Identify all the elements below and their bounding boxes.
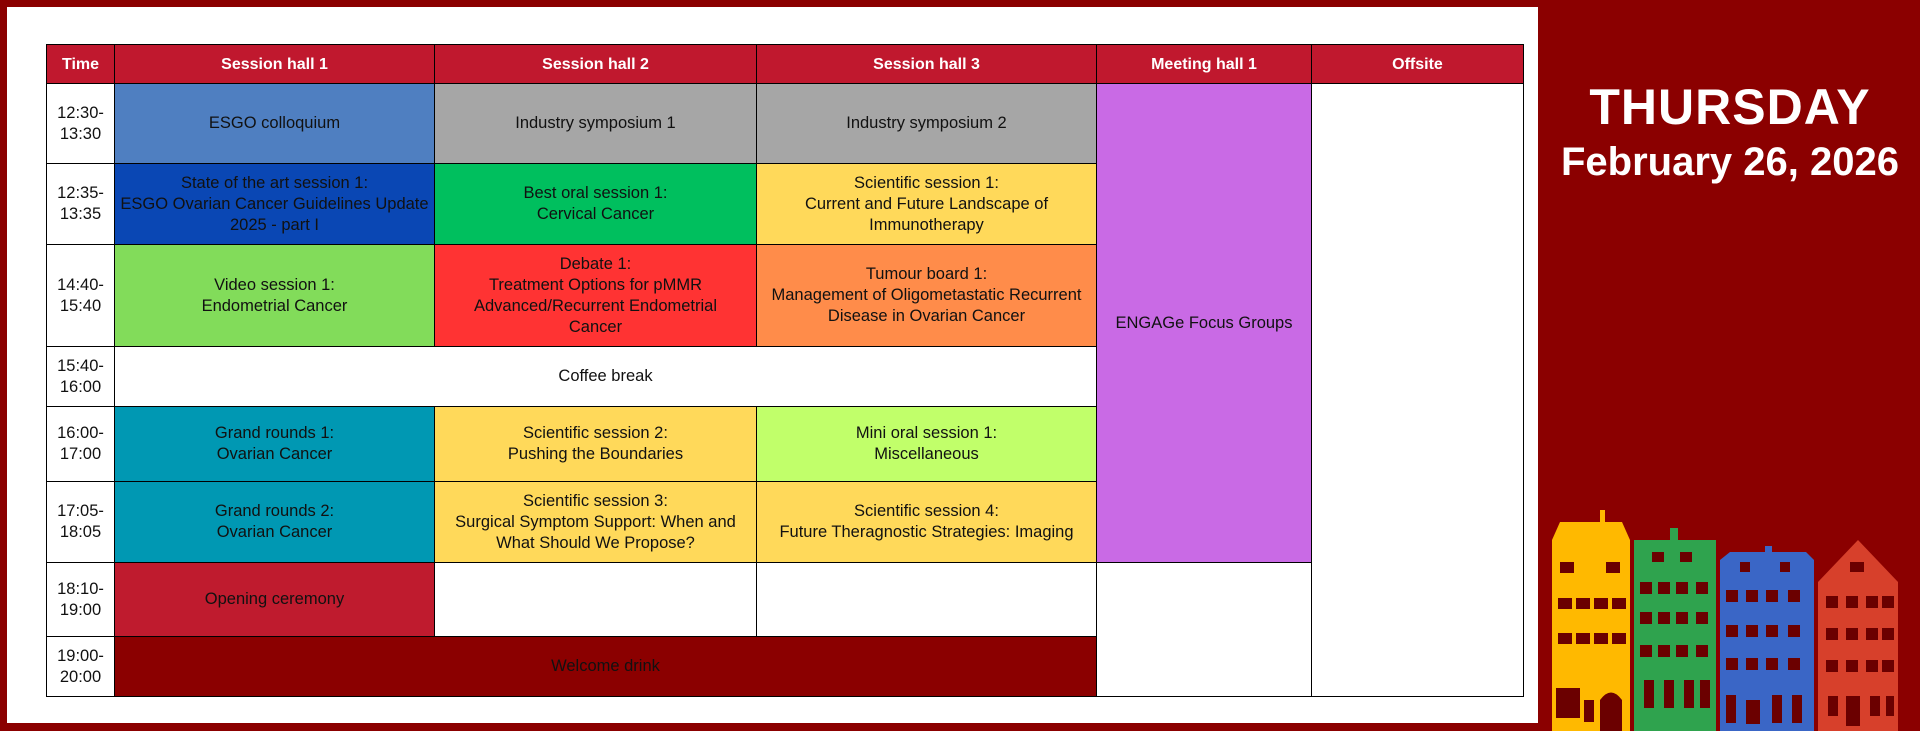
session-engage-focus-groups[interactable]	[1097, 84, 1312, 563]
session-title: Mini oral session 1:	[855, 424, 998, 442]
session-subtitle: Current and Future Landscape of	[804, 194, 1049, 213]
session-subtitle: Pushing the Boundaries	[507, 445, 684, 463]
session-title: Tumour board 1:	[865, 265, 988, 283]
session-debate-1[interactable]	[435, 245, 757, 347]
day-title: THURSDAY	[1589, 79, 1871, 135]
session-subtitle: Ovarian Cancer	[216, 523, 333, 541]
red-house-icon	[1818, 540, 1898, 731]
session-scientific-2[interactable]	[435, 407, 757, 482]
empty-cell	[435, 563, 757, 637]
session-subtitle: Miscellaneous	[874, 445, 979, 463]
session-scientific-3[interactable]	[435, 482, 757, 563]
session-title: Debate 1:	[559, 254, 632, 273]
session-title: State of the art session 1:	[180, 173, 369, 192]
session-title: Scientific session 4:	[854, 502, 999, 520]
offsite-column	[1312, 84, 1524, 697]
time-end: 18:05	[59, 523, 102, 541]
time-start: 19:00-	[57, 646, 104, 665]
session-subtitle: Advanced/Recurrent Endometrial	[473, 296, 718, 315]
time-slot	[47, 347, 115, 407]
yellow-house-icon	[1552, 510, 1630, 731]
session-grand-rounds-1[interactable]	[115, 407, 435, 482]
time-slot	[47, 637, 115, 697]
session-mini-oral-1[interactable]	[757, 407, 1097, 482]
time-end: 20:00	[59, 667, 102, 686]
time-end: 13:30	[59, 124, 102, 143]
schedule-panel	[7, 7, 1538, 723]
green-house-icon	[1634, 528, 1716, 731]
session-subtitle: ESGO Ovarian Cancer Guidelines Update	[120, 194, 429, 213]
session-subtitle: Treatment Options for pMMR	[488, 275, 703, 294]
time-start: 18:10-	[57, 579, 104, 598]
time-slot	[47, 407, 115, 482]
session-esgo-colloquium[interactable]	[115, 84, 435, 164]
session-title: Scientific session 1:	[854, 173, 999, 192]
session-scientific-1[interactable]	[757, 164, 1097, 245]
schedule-table	[46, 44, 1524, 697]
session-subtitle: Immunotherapy	[869, 215, 984, 234]
time-start: 14:40-	[57, 275, 104, 294]
session-grand-rounds-2[interactable]	[115, 482, 435, 563]
time-start: 17:05-	[57, 502, 104, 520]
session-title: Grand rounds 1:	[214, 424, 335, 442]
session-title: Industry symposium 1	[515, 114, 676, 132]
session-title: Grand rounds 2:	[214, 502, 335, 520]
table-row	[47, 84, 1524, 164]
session-subtitle: Disease in Ovarian Cancer	[827, 307, 1026, 325]
time-slot	[47, 164, 115, 245]
session-welcome-drink[interactable]	[115, 637, 1097, 697]
session-title: Video session 1:	[214, 275, 335, 294]
col-header-meeting-hall-1: Meeting hall 1	[1097, 45, 1312, 84]
session-title: Scientific session 2:	[523, 424, 668, 442]
session-title: Best oral session 1:	[523, 184, 668, 202]
time-end: 15:40	[59, 296, 102, 315]
session-subtitle: Cervical Cancer	[536, 205, 655, 223]
session-title: ENGAGe Focus Groups	[1115, 313, 1293, 332]
col-header-time: Time	[47, 45, 115, 84]
col-header-session-hall-2: Session hall 2	[435, 45, 757, 84]
session-subtitle: Ovarian Cancer	[216, 445, 333, 463]
session-subtitle: 2025 - part I	[230, 215, 319, 234]
col-header-session-hall-3: Session hall 3	[757, 45, 1097, 84]
empty-cell	[757, 563, 1097, 637]
session-title: Coffee break	[558, 367, 653, 385]
col-header-offsite: Offsite	[1312, 45, 1524, 84]
session-industry-symposium-1[interactable]	[435, 84, 757, 164]
time-end: 13:35	[59, 205, 102, 223]
table-row	[47, 563, 1524, 637]
session-state-of-the-art-1[interactable]	[115, 164, 435, 245]
side-panel	[1540, 0, 1920, 731]
time-slot	[47, 563, 115, 637]
time-end: 17:00	[59, 445, 102, 463]
session-industry-symposium-2[interactable]	[757, 84, 1097, 164]
session-title: Industry symposium 2	[846, 114, 1007, 132]
session-subtitle: Endometrial Cancer	[201, 296, 348, 315]
session-title: Welcome drink	[551, 657, 660, 675]
session-best-oral-1[interactable]	[435, 164, 757, 245]
coffee-break	[115, 347, 1097, 407]
session-scientific-4[interactable]	[757, 482, 1097, 563]
session-tumour-board-1[interactable]	[757, 245, 1097, 347]
time-end: 19:00	[59, 600, 102, 619]
session-subtitle: What Should We Propose?	[496, 533, 695, 552]
session-title: ESGO colloquium	[208, 114, 341, 132]
time-start: 15:40-	[57, 356, 104, 375]
time-end: 16:00	[59, 377, 102, 396]
session-title: Opening ceremony	[204, 590, 345, 608]
houses-illustration	[1540, 500, 1920, 731]
col-header-session-hall-1: Session hall 1	[115, 45, 435, 84]
session-opening-ceremony[interactable]	[115, 563, 435, 637]
empty-cell	[1097, 563, 1312, 697]
time-slot	[47, 245, 115, 347]
time-slot	[47, 84, 115, 164]
date-title: February 26, 2026	[1561, 140, 1899, 184]
session-video-1[interactable]	[115, 245, 435, 347]
session-subtitle: Cancer	[568, 317, 623, 336]
blue-house-icon	[1720, 546, 1814, 731]
session-subtitle: Surgical Symptom Support: When and	[455, 512, 736, 531]
session-subtitle: Future Theragnostic Strategies: Imaging	[779, 523, 1074, 541]
header-row	[47, 45, 1524, 84]
time-start: 12:30-	[57, 103, 104, 122]
time-start: 12:35-	[57, 184, 104, 202]
session-subtitle: Management of Oligometastatic Recurrent	[771, 286, 1082, 304]
time-slot	[47, 482, 115, 563]
time-start: 16:00-	[57, 424, 104, 442]
session-title: Scientific session 3:	[523, 491, 668, 510]
